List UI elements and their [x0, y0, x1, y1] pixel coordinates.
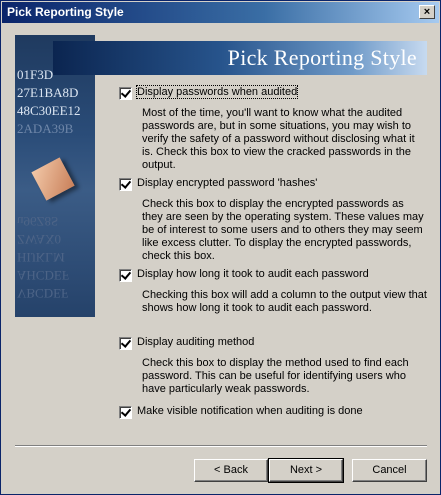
title-bar[interactable]	[2, 2, 439, 23]
option-label[interactable]: Display encrypted password 'hashes'	[137, 177, 318, 189]
side-image-text: 48C30EE12	[17, 103, 81, 118]
option-label[interactable]: Display auditing method	[137, 336, 255, 348]
side-image-text: HIJKLM	[17, 250, 65, 265]
side-image-text: u96Z8S	[17, 214, 59, 229]
banner-title: Pick Reporting Style	[227, 45, 417, 70]
side-image	[15, 35, 95, 317]
back-button[interactable]: < Back	[194, 459, 268, 482]
option-description: Check this box to display the encrypted passwords as they are seen by the operating system. These values may be of interest to some users and to others they may seem like excess clutter. To display the encrypted passwords, check this box.	[142, 198, 424, 262]
checkbox-display-passwords[interactable]	[119, 87, 132, 100]
option-label[interactable]: Make visible notification when auditing is done	[137, 405, 363, 417]
checkbox-display-audit-time[interactable]	[119, 269, 132, 282]
option-label[interactable]: Display passwords when audited	[137, 86, 298, 98]
option-description: Check this box to display the method used to find each password. This can be useful for identifying users who have particularly weak passwords.	[142, 357, 409, 395]
side-image-text: 01F3D	[17, 67, 54, 82]
chip-icon	[31, 157, 74, 200]
header-banner	[53, 41, 427, 75]
side-image-text: 2ADA39B	[17, 121, 74, 136]
side-image-text: ZWAX0	[17, 232, 62, 247]
option-label[interactable]: Display how long it took to audit each password	[137, 268, 369, 280]
window-title: Pick Reporting Style	[7, 5, 124, 19]
side-image-text: 27E1BA8D	[17, 85, 79, 100]
next-button[interactable]: Next >	[269, 459, 343, 482]
checkbox-display-auditing-method[interactable]	[119, 337, 132, 350]
side-image-text: VBCDEF	[17, 286, 69, 301]
close-button[interactable]: ×	[419, 5, 435, 19]
cancel-button[interactable]: Cancel	[352, 459, 427, 482]
option-description: Checking this box will add a column to the output view that shows how long it took to audit each password.	[142, 289, 427, 314]
side-image-text: AHCDEF	[17, 268, 70, 283]
option-description: Most of the time, you'll want to know what the audited passwords are, but in some situations, you may wish to verify the safety of a password without disclosing what it is. Check this box to view the cracked passwords in the output.	[142, 107, 415, 171]
checkbox-visible-notification[interactable]	[119, 406, 132, 419]
divider	[15, 445, 427, 447]
checkbox-display-hashes[interactable]	[119, 178, 132, 191]
